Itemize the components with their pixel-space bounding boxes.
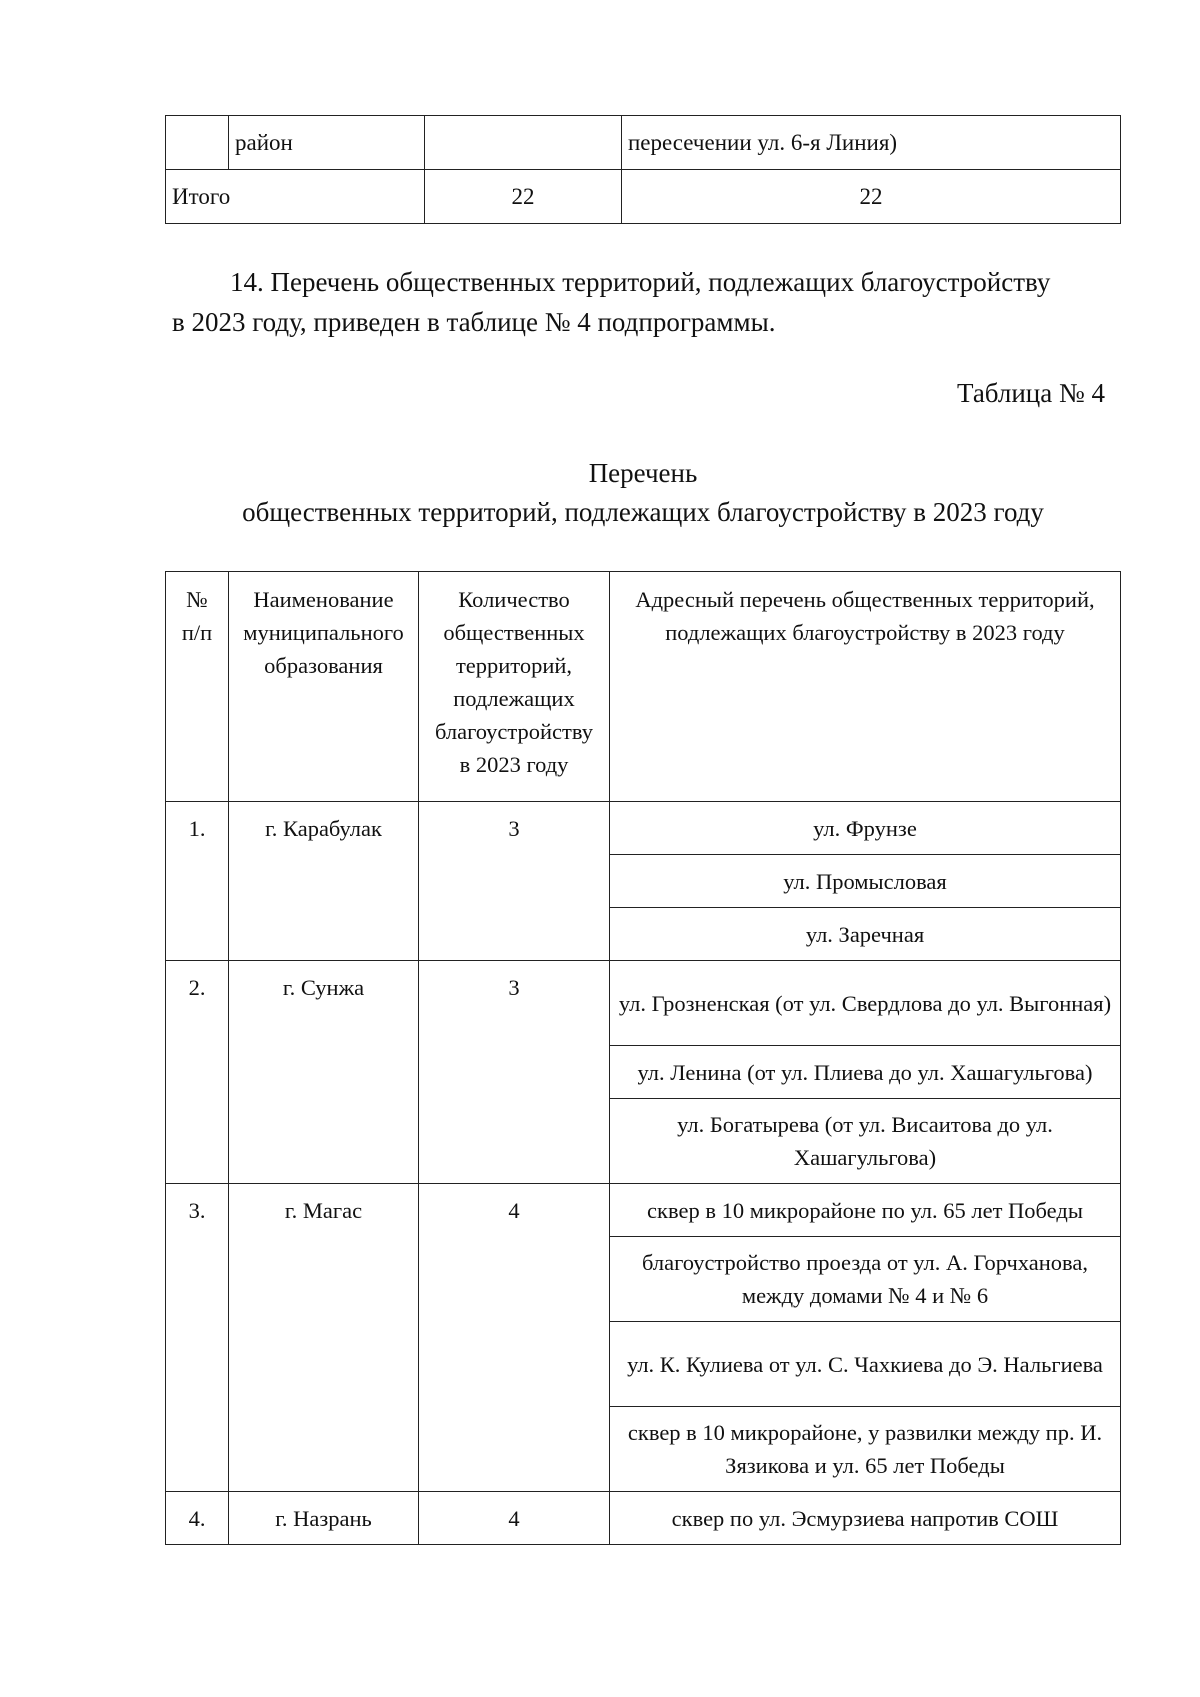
table-title: Перечень [588,458,698,488]
row-address: ул. Фрунзе [610,802,1121,855]
header-line: муниципального [243,620,404,645]
row-address: ул. Промысловая [610,855,1121,908]
header-line: общественных [443,620,585,645]
header-line: подлежащих [453,686,575,711]
table-cell: район [229,116,425,170]
total-row [166,170,1121,224]
row-address: ул. Богатырева (от ул. Висаитова до ул. Хашагульгова) [610,1099,1121,1184]
header-line: Адресный перечень общественных территорий, [635,587,1095,612]
header-line: подлежащих благоустройству в 2023 году [665,620,1065,645]
total-count: 22 [425,170,622,224]
row-address: сквер по ул. Эсмурзиева напротив СОШ [610,1492,1121,1545]
table-subtitle: общественных территорий, подлежащих благоустройству в 2023 году [242,497,1044,527]
header-line: территорий, [455,653,573,678]
table-number: Таблица № 4 [957,378,1105,408]
table-row [166,802,1121,855]
table-row [166,1492,1121,1545]
row-municipality: г. Сунжа [229,961,419,1184]
paragraph-14 [172,262,1118,342]
header-addresses [610,572,1121,802]
row-count: 3 [419,802,610,961]
header-line: п/п [181,620,213,645]
header-line: Наименование [253,587,394,612]
previous-table [165,115,1121,224]
total-count-2: 22 [622,170,1121,224]
paragraph-line: 14. Перечень общественных территорий, подлежащих благоустройству [230,267,1051,297]
row-address: ул. Грозненская (от ул. Свердлова до ул. Выгонная) [610,961,1121,1046]
row-address: ул. К. Кулиева от ул. С. Чахкиева до Э. Нальгиева [610,1322,1121,1407]
row-num: 4. [166,1492,229,1545]
row-address: благоустройство проезда от ул. А. Горчханова, между домами № 4 и № 6 [610,1237,1121,1322]
row-municipality: г. Магас [229,1184,419,1492]
header-num [166,572,229,802]
row-count: 4 [419,1184,610,1492]
header-line: Количество [458,587,570,612]
table-row [166,1184,1121,1237]
header-line: в 2023 году [459,752,569,777]
row-address: сквер в 10 микрорайоне по ул. 65 лет Победы [610,1184,1121,1237]
row-address: сквер в 10 микрорайоне, у развилки между пр. И. Зязикова и ул. 65 лет Победы [610,1407,1121,1492]
table-cell: пересечении ул. 6-я Линия) [622,116,1121,170]
row-count: 3 [419,961,610,1184]
header-municipality [229,572,419,802]
paragraph-line: в 2023 году, приведен в таблице № 4 подпрограммы. [172,307,776,337]
header-line: благоустройству [435,719,593,744]
table-cell [425,116,622,170]
territories-table [165,571,1121,1545]
header-line: образования [264,653,383,678]
row-num: 1. [166,802,229,961]
row-count: 4 [419,1492,610,1545]
row-address: ул. Заречная [610,908,1121,961]
row-num: 3. [166,1184,229,1492]
total-label: Итого [166,170,425,224]
row-num: 2. [166,961,229,1184]
row-address: ул. Ленина (от ул. Плиева до ул. Хашагульгова) [610,1046,1121,1099]
table-row [166,961,1121,1046]
row-municipality: г. Назрань [229,1492,419,1545]
header-line: № [186,587,208,612]
table-row [166,116,1121,170]
table-header-row [166,572,1121,802]
row-municipality: г. Карабулак [229,802,419,961]
table-cell [166,116,229,170]
header-count [419,572,610,802]
